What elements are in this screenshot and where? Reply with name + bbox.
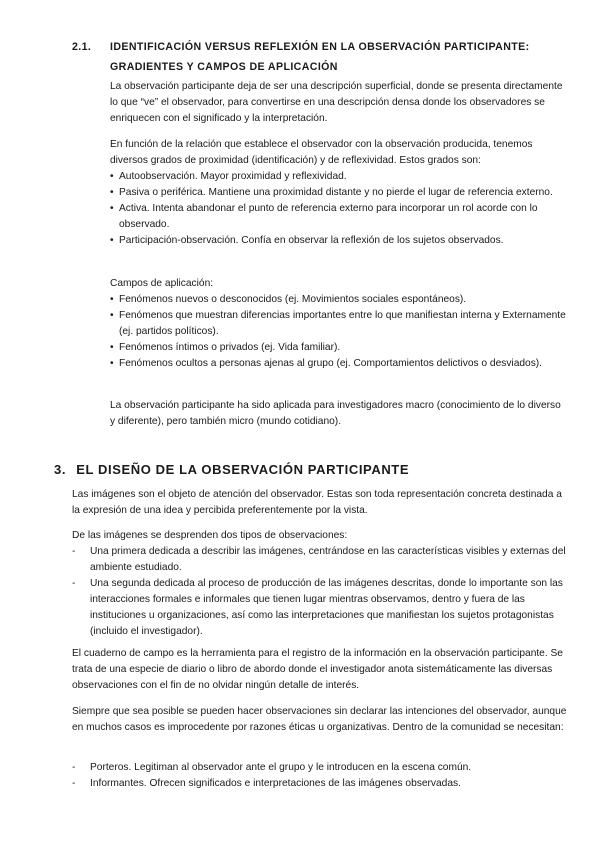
paragraph: Las imágenes son el objeto de atención del observador. Estas son toda representación concreta destinada a la expresión de una idea y percibida preferentemente por la vista.: [72, 489, 562, 516]
section-3-heading: [54, 460, 574, 480]
section-3-paragraph-3-block: [72, 646, 568, 694]
list-item: • Activa. Intenta abandonar el punto de referencia externo para incorporar un rol acorde con lo observado.: [110, 201, 568, 233]
section-3-types-block: [72, 528, 568, 640]
section-3-title: EL DISEÑO DE LA OBSERVACIÓN PARTICIPANTE: [76, 462, 410, 477]
paragraph: La observación participante ha sido aplicada para investigadores macro (conocimiento de lo diverso y diferente), pero también micro (mundo cotidiano).: [110, 400, 561, 427]
list-item: - Una segunda dedicada al proceso de producción de las imágenes descritas, donde lo importante son las interacciones formales e informales que tienen lugar mientras observamos, dentro y fuera de las instituciones u organizaciones, así como las interpretaciones que manifiestan los sujetos protagonistas (incluido el investigador).: [72, 576, 568, 640]
paragraph: De las imágenes se desprenden dos tipos de observaciones:: [72, 530, 348, 541]
observation-types-list: [72, 544, 568, 640]
section-2-1-paragraph-3-block: [110, 398, 568, 430]
paragraph: En función de la relación que establece el observador con la observación producida, tenemos diversos grados de proximidad (identificación) y de reflexividad. Estos grados son:: [110, 139, 533, 166]
section-2-1-title: IDENTIFICACIÓN VERSUS REFLEXIÓN EN LA OBSERVACIÓN PARTICIPANTE: GRADIENTES Y CAMPOS DE APLICACIÓN: [110, 41, 530, 73]
list-item: • Fenómenos nuevos o desconocidos (ej. Movimientos sociales espontáneos).: [110, 292, 568, 308]
section-3-paragraph-1-block: [72, 487, 568, 519]
list-item: - Informantes. Ofrecen significados e interpretaciones de las imágenes observadas.: [72, 776, 568, 792]
list-item: - Una primera dedicada a describir las imágenes, centrándose en las características visibles y externas del ambiente estudiado.: [72, 544, 568, 576]
section-2-1-number: 2.1.: [72, 41, 92, 53]
section-2-1-fields-block: [110, 276, 568, 372]
section-2-1-heading: [72, 37, 572, 77]
list-item: • Participación-observación. Confía en observar la reflexión de los sujetos observados.: [110, 233, 568, 249]
grades-list: [110, 169, 568, 249]
fields-label: Campos de aplicación:: [110, 278, 214, 289]
fields-list: [110, 292, 568, 372]
list-item: • Pasiva o periférica. Mantiene una proximidad distante y no pierde el lugar de referencia externo.: [110, 185, 568, 201]
roles-list: [72, 760, 568, 792]
paragraph: La observación participante deja de ser una descripción superficial, donde se presenta directamente lo que “ve” el observador, para convertirse en una descripción densa donde los observadores se enriquecen con el significado y la interpretación.: [110, 81, 563, 124]
list-item: - Porteros. Legitiman al observador ante el grupo y le introducen en la escena común.: [72, 760, 568, 776]
list-item: • Fenómenos que muestran diferencias importantes entre lo que manifiestan interna y Externamente (ej. partidos políticos).: [110, 308, 568, 340]
list-item: • Fenómenos ocultos a personas ajenas al grupo (ej. Comportamientos delictivos o desviados).: [110, 356, 568, 372]
list-item: • Autoobservación. Mayor proximidad y reflexividad.: [110, 169, 568, 185]
section-3-number: 3.: [54, 462, 67, 477]
section-3-roles-block: [72, 760, 568, 792]
section-2-1-grades-block: [110, 137, 568, 249]
paragraph: El cuaderno de campo es la herramienta para el registro de la información en la observación participante. Se trata de una especie de diario o libro de abordo donde el investigador anota sistemáticamente las diversas observaciones con el fin de no olvidar ningún detalle de interés.: [72, 648, 563, 691]
list-item: • Fenómenos íntimos o privados (ej. Vida familiar).: [110, 340, 568, 356]
section-2-1-paragraph-1-block: [110, 79, 568, 127]
paragraph: Siempre que sea posible se pueden hacer observaciones sin declarar las intenciones del observador, aunque en muchos casos es improcedente por razones éticas u organizativas. Dentro de la comunidad se necesitan:: [72, 706, 567, 733]
section-3-paragraph-4-block: [72, 704, 568, 736]
